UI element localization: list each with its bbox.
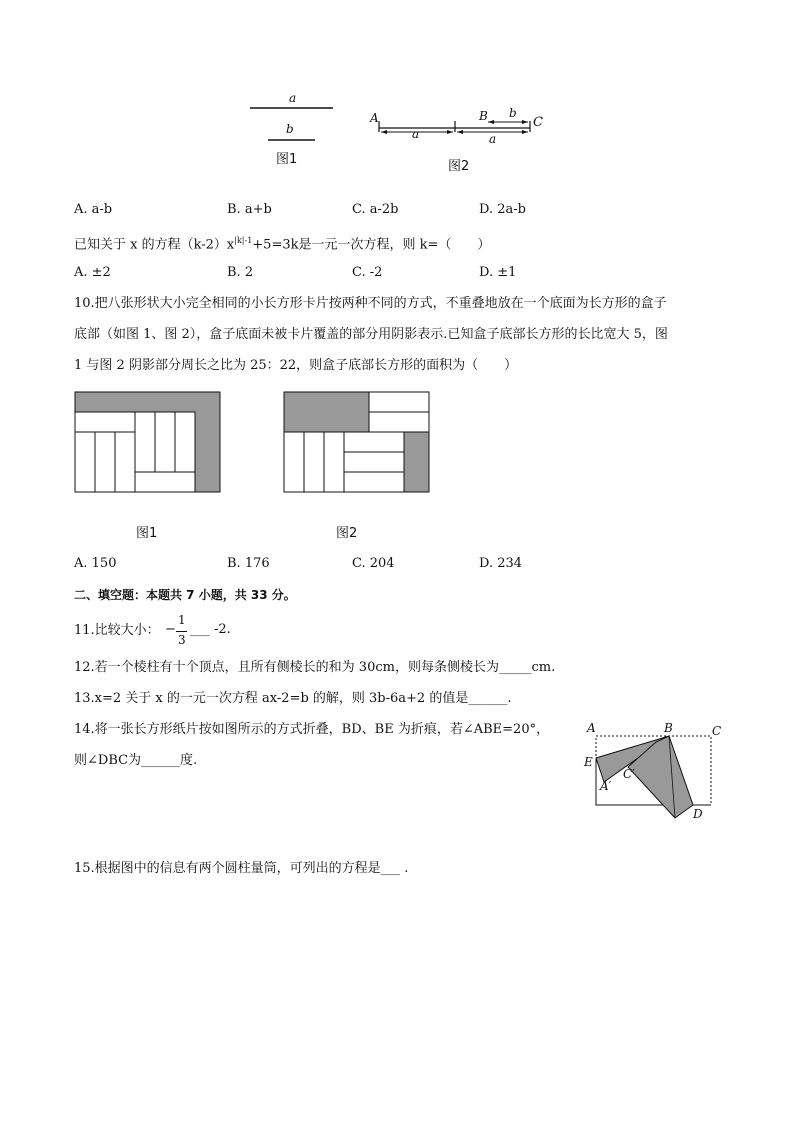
q10-option-d[interactable]: D. 234 (479, 556, 523, 571)
q8-option-c[interactable]: C. a-2b (352, 202, 399, 217)
q8-option-b[interactable]: B. a+b (227, 202, 272, 217)
q10-fig2-caption: 图2 (336, 526, 358, 541)
q14-line-2: 则∠DBC为______度. (74, 753, 198, 768)
q11-minus: − (165, 622, 176, 637)
q8-option-a[interactable]: A. a-b (74, 202, 113, 217)
fig2-caption: 图2 (448, 159, 470, 174)
q8-option-d[interactable]: D. 2a-b (479, 202, 526, 217)
fig1-caption: 图1 (276, 152, 298, 167)
q11-question (74, 622, 160, 640)
q13-question: 13.x=2 关于 x 的一元一次方程 ax-2=b 的解，则 3b-6a+2 的值是______. (74, 691, 512, 706)
q10-fig1-caption: 图1 (136, 526, 158, 541)
q14-label-Cprime: C′ (623, 767, 635, 781)
section-2-heading: 二、填空题：本题共 7 小题，共 33 分。 (74, 588, 296, 602)
q10-figure-2 (284, 392, 430, 494)
q14-figure (586, 722, 726, 827)
q14-line-1: 14.将一张长方形纸片按如图所示的方式折叠，BD、BE 为折痕，若∠ABE=20°， (74, 722, 550, 737)
q10-option-b[interactable]: B. 176 (227, 556, 270, 571)
q12-question: 12.若一个棱柱有十个顶点，且所有侧棱长的和为 30cm，则每条侧棱长为_____cm. (74, 660, 556, 675)
q14-label-A: A (587, 721, 596, 735)
q14-label-Aprime: A′ (600, 779, 612, 793)
fig2-label-A: A (370, 111, 379, 125)
q11-text-post: -2. (214, 622, 231, 637)
q10-line-2: 底部（如图 1、图 2），盒子底面未被卡片覆盖的部分用阴影表示.已知盒子底部长方形的长比宽大 5，图 (74, 327, 668, 342)
q11-fraction-num: 1 (178, 613, 186, 627)
q14-label-C: C (712, 724, 722, 738)
q11-fraction-bar (176, 631, 187, 632)
fig1-label-b: b (286, 122, 294, 136)
q9-option-a[interactable]: A. ±2 (74, 265, 111, 280)
q9-question (74, 232, 490, 254)
q11-blank[interactable]: ___ (190, 622, 210, 637)
q10-option-a[interactable]: A. 150 (74, 556, 117, 571)
q14-label-E: E (584, 755, 593, 769)
q9-exponent: |k|-1 (234, 236, 253, 245)
fig2-label-a2: a (489, 132, 497, 146)
q8-figure-2 (365, 108, 555, 148)
q9-text-pre: 已知关于 x 的方程（k-2）x (74, 237, 235, 253)
q9-option-b[interactable]: B. 2 (227, 265, 254, 280)
fig2-label-C: C (533, 115, 543, 130)
q14-label-D: D (693, 807, 703, 821)
q14-label-B: B (664, 721, 673, 735)
fig2-label-b: b (509, 106, 517, 120)
q9-option-c[interactable]: C. -2 (352, 265, 383, 280)
q10-line-1: 10.把八张形状大小完全相同的小长方形卡片按两种不同的方式，不重叠地放在一个底面为长方形的盒子 (74, 296, 667, 311)
q9-text-post: +5=3k是一元一次方程，则 k=（ ） (252, 237, 491, 253)
q11-text-pre: 11.比较大小： (74, 623, 160, 638)
q9-option-d[interactable]: D. ±1 (479, 265, 517, 280)
fig2-label-B: B (479, 109, 488, 123)
q11-fraction-den: 3 (178, 633, 186, 647)
q10-line-3: 1 与图 2 阴影部分周长之比为 25：22，则盒子底部长方形的面积为（ ） (74, 358, 518, 373)
q10-option-c[interactable]: C. 204 (352, 556, 395, 571)
q15-question: 15.根据图中的信息有两个圆柱量筒，可列出的方程是___ . (74, 861, 409, 876)
q10-figure-1 (75, 392, 221, 494)
fig2-label-a1: a (412, 127, 420, 141)
fig1-label-a: a (289, 91, 297, 105)
